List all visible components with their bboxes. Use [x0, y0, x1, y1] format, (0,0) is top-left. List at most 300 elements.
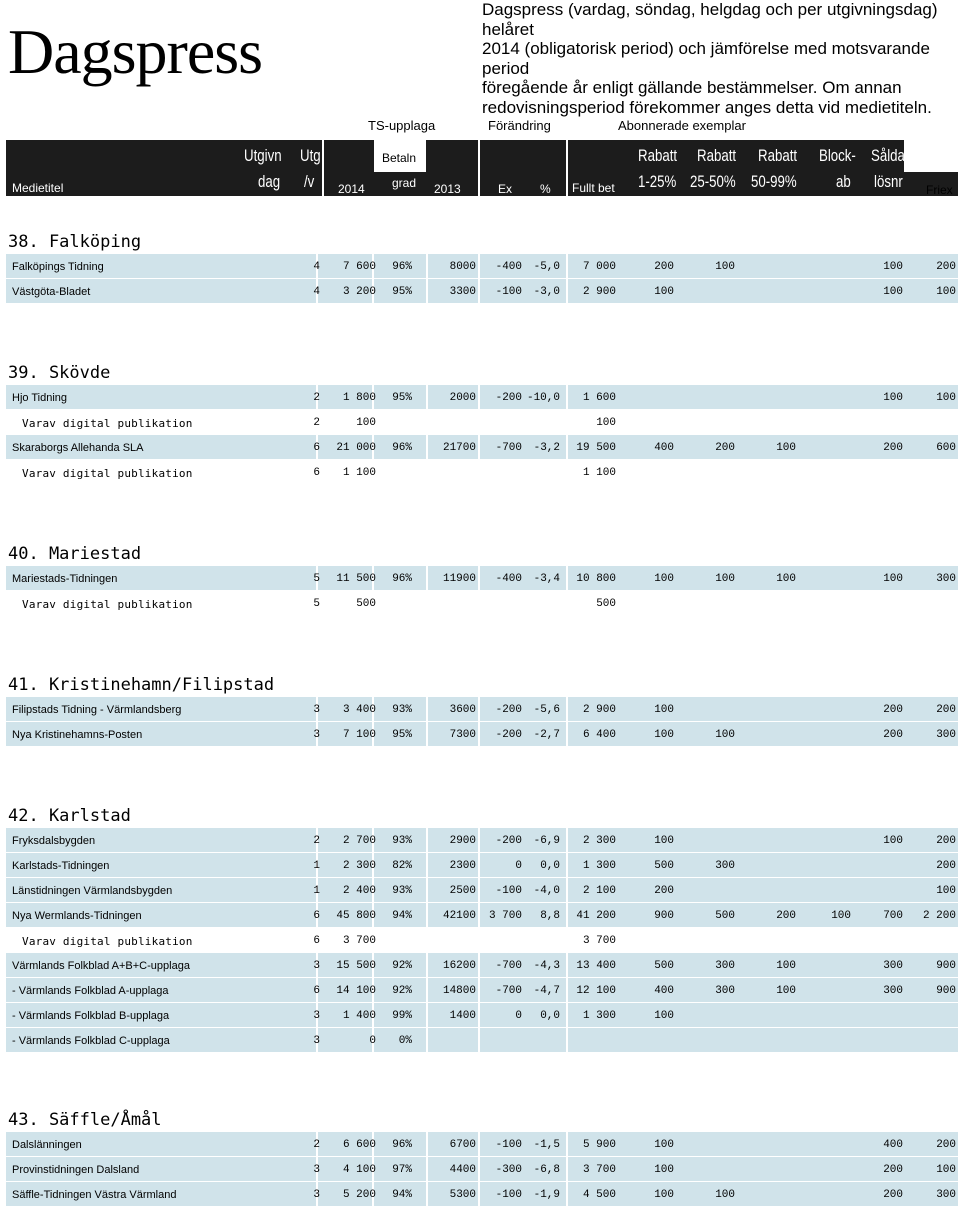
cell-r1: 900 — [654, 910, 674, 922]
column-separator — [426, 1003, 428, 1027]
group-header-subs: Abonnerade exemplar — [618, 118, 746, 133]
col-rabatt-1-range: 1-25% — [638, 172, 677, 191]
cell-y2013: 2000 — [449, 392, 476, 404]
cell-y2013: 5300 — [449, 1189, 476, 1201]
cell-friex: 100 — [936, 392, 956, 404]
column-separator — [566, 435, 568, 459]
column-separator — [478, 1028, 480, 1052]
cell-friex: 600 — [936, 442, 956, 454]
col-block-ab: ab — [836, 172, 851, 191]
column-separator — [566, 1028, 568, 1052]
cell-utg: 6 — [313, 467, 320, 479]
cell-fullt: 2 900 — [582, 286, 616, 298]
cell-salda: 400 — [883, 1139, 903, 1151]
cell-ex: 3 700 — [488, 910, 522, 922]
column-separator — [478, 254, 480, 278]
column-separator — [566, 853, 568, 877]
column-separator — [478, 1132, 480, 1156]
cell-r2: 100 — [715, 1189, 735, 1201]
cell-r1: 400 — [654, 985, 674, 997]
cell-pct: -1,5 — [533, 1139, 560, 1151]
cell-fullt: 19 500 — [576, 442, 616, 454]
cell-fullt: 100 — [596, 417, 616, 429]
col-rabatt-2: Rabatt — [697, 146, 737, 165]
cell-betaln: 97% — [392, 1164, 412, 1176]
col-rabatt-1: Rabatt — [638, 146, 678, 165]
column-separator — [478, 828, 480, 852]
cell-salda: 200 — [883, 1164, 903, 1176]
row-title: - Värmlands Folkblad B-upplaga — [12, 1010, 170, 1022]
cell-r1: 500 — [654, 860, 674, 872]
cell-utg: 5 — [313, 573, 320, 585]
cell-utg: 3 — [313, 1164, 320, 1176]
cell-pct: -1,9 — [533, 1189, 560, 1201]
row-title: Provinstidningen Dalsland — [12, 1164, 140, 1176]
cell-ex: -100 — [495, 286, 522, 298]
cell-utg: 2 — [313, 392, 320, 404]
column-separator — [426, 385, 428, 409]
column-separator — [426, 1182, 428, 1206]
cell-utg: 6 — [313, 985, 320, 997]
cell-salda: 100 — [883, 261, 903, 273]
cell-r3: 200 — [776, 910, 796, 922]
cell-friex: 900 — [936, 960, 956, 972]
cell-pct: -6,9 — [533, 835, 560, 847]
header-separator — [322, 140, 324, 196]
cell-fullt: 500 — [596, 598, 616, 610]
column-separator — [566, 697, 568, 721]
col-betaln-grad: grad — [392, 176, 417, 190]
cell-friex: 900 — [936, 985, 956, 997]
cell-fullt: 1 600 — [582, 392, 616, 404]
cell-y2013: 42100 — [442, 910, 476, 922]
cell-fullt: 1 300 — [582, 1010, 616, 1022]
column-separator — [426, 1132, 428, 1156]
cell-r2: 100 — [715, 729, 735, 741]
cell-ex: -200 — [495, 835, 522, 847]
table-row — [6, 828, 958, 852]
cell-y2013: 2500 — [449, 885, 476, 897]
cell-utg: 3 — [313, 1010, 320, 1022]
table-row — [6, 410, 958, 434]
cell-friex: 200 — [936, 261, 956, 273]
cell-pct: -4,7 — [533, 985, 560, 997]
cell-pct: -10,0 — [526, 392, 560, 404]
column-separator — [426, 1157, 428, 1181]
col-medietitel: Medietitel — [12, 181, 64, 195]
cell-y2013: 7300 — [449, 729, 476, 741]
cell-fullt: 13 400 — [576, 960, 616, 972]
cell-r2: 300 — [715, 960, 735, 972]
column-separator — [426, 722, 428, 746]
cell-r1: 100 — [654, 286, 674, 298]
intro-line: Dagspress (vardag, söndag, helgdag och per utgivningsdag) helåret — [482, 0, 938, 39]
col-pct: % — [540, 182, 551, 196]
cell-salda: 100 — [883, 392, 903, 404]
cell-y2014: 6 600 — [342, 1139, 376, 1151]
cell-r3: 100 — [776, 442, 796, 454]
cell-salda: 100 — [883, 286, 903, 298]
row-title: Nya Wermlands-Tidningen — [12, 910, 142, 922]
cell-y2013: 3600 — [449, 704, 476, 716]
cell-betaln: 93% — [392, 835, 412, 847]
cell-friex: 200 — [936, 704, 956, 716]
cell-fullt: 2 100 — [582, 885, 616, 897]
row-title: Västgöta-Bladet — [12, 286, 91, 298]
cell-friex: 200 — [936, 835, 956, 847]
cell-salda: 200 — [883, 704, 903, 716]
cell-friex: 200 — [936, 1139, 956, 1151]
row-title: Säffle-Tidningen Västra Värmland — [12, 1189, 177, 1201]
cell-r1: 400 — [654, 442, 674, 454]
group-header-change: Förändring — [488, 118, 551, 133]
table-row — [6, 591, 958, 615]
column-separator — [478, 903, 480, 927]
cell-r3: 100 — [776, 573, 796, 585]
table-row — [6, 953, 958, 977]
column-separator — [566, 1003, 568, 1027]
cell-utg: 2 — [313, 1139, 320, 1151]
cell-ex: -700 — [495, 442, 522, 454]
cell-ex: -200 — [495, 704, 522, 716]
cell-fullt: 12 100 — [576, 985, 616, 997]
cell-utg: 6 — [313, 935, 320, 947]
cell-betaln: 94% — [392, 910, 412, 922]
cell-y2014: 3 200 — [342, 286, 376, 298]
cell-y2014: 1 800 — [342, 392, 376, 404]
cell-ex: -200 — [495, 729, 522, 741]
cell-y2014: 14 100 — [336, 985, 376, 997]
table-row — [6, 903, 958, 927]
cell-pct: -5,6 — [533, 704, 560, 716]
cell-pct: -3,0 — [533, 286, 560, 298]
cell-betaln: 82% — [392, 860, 412, 872]
col-2014: 2014 — [338, 182, 365, 196]
group-header-ts: TS-upplaga — [368, 118, 436, 133]
row-title: - Värmlands Folkblad A-upplaga — [12, 985, 169, 997]
section-title: 43. Säffle/Åmål — [8, 1110, 162, 1130]
cell-pct: -3,2 — [533, 442, 560, 454]
cell-betaln: 93% — [392, 885, 412, 897]
table-row — [6, 1132, 958, 1156]
column-separator — [426, 828, 428, 852]
row-title: Länstidningen Värmlandsbygden — [12, 885, 173, 897]
cell-fullt: 7 000 — [582, 261, 616, 273]
cell-utg: 4 — [313, 261, 320, 273]
row-title: Falköpings Tidning — [12, 261, 104, 273]
row-title: Varav digital publikation — [22, 935, 193, 948]
table-row — [6, 1182, 958, 1206]
col-salda: Sålda — [871, 146, 905, 165]
cell-r1: 500 — [654, 960, 674, 972]
column-separator — [426, 878, 428, 902]
cell-friex: 300 — [936, 1189, 956, 1201]
section-title: 41. Kristinehamn/Filipstad — [8, 675, 275, 695]
cell-pct: -5,0 — [533, 261, 560, 273]
column-separator — [566, 254, 568, 278]
col-rabatt-3-range: 50-99% — [751, 172, 797, 191]
cell-ex: 0 — [515, 860, 522, 872]
cell-block: 100 — [831, 910, 851, 922]
cell-betaln: 92% — [392, 960, 412, 972]
cell-r1: 100 — [654, 729, 674, 741]
cell-salda: 200 — [883, 729, 903, 741]
cell-betaln: 0% — [398, 1035, 412, 1047]
cell-ex: -400 — [495, 261, 522, 273]
col-utgivn: Utgivn — [244, 146, 282, 165]
col-2013: 2013 — [434, 182, 461, 196]
row-title: Varav digital publikation — [22, 467, 193, 480]
col-friex: Friex — [926, 183, 953, 197]
column-separator — [478, 410, 480, 434]
cell-friex: 100 — [936, 1164, 956, 1176]
cell-friex: 200 — [936, 860, 956, 872]
column-separator — [566, 460, 568, 484]
cell-utg: 4 — [313, 286, 320, 298]
column-separator — [426, 928, 428, 952]
table-row — [6, 1028, 958, 1052]
header-friex-box — [904, 140, 958, 172]
column-separator — [478, 1182, 480, 1206]
col-ex: Ex — [498, 182, 513, 196]
table-row — [6, 254, 958, 278]
col-fullt-bet: Fullt bet — [572, 181, 615, 195]
cell-y2014: 2 700 — [342, 835, 376, 847]
cell-utg: 5 — [313, 598, 320, 610]
cell-y2014: 2 300 — [342, 860, 376, 872]
column-separator — [478, 385, 480, 409]
cell-betaln: 95% — [392, 729, 412, 741]
cell-fullt: 1 100 — [582, 467, 616, 479]
column-separator — [426, 410, 428, 434]
cell-fullt: 2 300 — [582, 835, 616, 847]
cell-y2013: 3300 — [449, 286, 476, 298]
column-separator — [426, 697, 428, 721]
cell-r2: 300 — [715, 985, 735, 997]
cell-utg: 1 — [313, 860, 320, 872]
table-row — [6, 566, 958, 590]
row-title: Hjo Tidning — [12, 392, 68, 404]
cell-y2013: 2300 — [449, 860, 476, 872]
cell-friex: 2 200 — [922, 910, 956, 922]
column-separator — [478, 566, 480, 590]
cell-fullt: 5 900 — [582, 1139, 616, 1151]
cell-y2013: 6700 — [449, 1139, 476, 1151]
cell-pct: -3,4 — [533, 573, 560, 585]
cell-salda: 100 — [883, 573, 903, 585]
section-title: 39. Skövde — [8, 363, 111, 383]
header-separator — [566, 140, 568, 196]
row-title: Filipstads Tidning - Värmlandsberg — [12, 704, 182, 716]
column-separator — [566, 591, 568, 615]
column-separator — [426, 279, 428, 303]
cell-r1: 100 — [654, 1189, 674, 1201]
cell-y2014: 11 500 — [336, 573, 376, 585]
cell-ex: -100 — [495, 1139, 522, 1151]
cell-salda: 200 — [883, 1189, 903, 1201]
column-separator — [426, 903, 428, 927]
cell-betaln: 95% — [392, 392, 412, 404]
cell-y2013: 14800 — [442, 985, 476, 997]
cell-salda: 300 — [883, 960, 903, 972]
column-separator — [478, 978, 480, 1002]
cell-r1: 100 — [654, 1010, 674, 1022]
column-separator — [426, 435, 428, 459]
cell-betaln: 92% — [392, 985, 412, 997]
col-block: Block- — [819, 146, 856, 165]
cell-betaln: 96% — [392, 261, 412, 273]
column-separator — [478, 460, 480, 484]
column-separator — [426, 978, 428, 1002]
column-separator — [566, 279, 568, 303]
cell-fullt: 1 300 — [582, 860, 616, 872]
cell-salda: 100 — [883, 835, 903, 847]
table-row — [6, 279, 958, 303]
cell-r1: 100 — [654, 1164, 674, 1176]
cell-salda: 700 — [883, 910, 903, 922]
cell-utg: 3 — [313, 1035, 320, 1047]
column-separator — [426, 953, 428, 977]
cell-y2014: 45 800 — [336, 910, 376, 922]
row-title: Karlstads-Tidningen — [12, 860, 110, 872]
cell-y2013: 16200 — [442, 960, 476, 972]
cell-utg: 2 — [313, 417, 320, 429]
cell-r2: 300 — [715, 860, 735, 872]
cell-y2013: 11900 — [442, 573, 476, 585]
cell-r2: 200 — [715, 442, 735, 454]
column-separator — [426, 591, 428, 615]
intro-line: redovisningsperiod förekommer anges detta vid medietiteln. — [482, 97, 932, 117]
cell-utg: 3 — [313, 704, 320, 716]
cell-betaln: 96% — [392, 1139, 412, 1151]
column-separator — [566, 978, 568, 1002]
cell-utg: 6 — [313, 910, 320, 922]
column-separator — [478, 953, 480, 977]
cell-r1: 200 — [654, 885, 674, 897]
cell-ex: -300 — [495, 1164, 522, 1176]
cell-y2014: 3 700 — [342, 935, 376, 947]
cell-r2: 100 — [715, 261, 735, 273]
cell-ex: 0 — [515, 1010, 522, 1022]
cell-friex: 300 — [936, 573, 956, 585]
cell-ex: -100 — [495, 885, 522, 897]
column-separator — [426, 1028, 428, 1052]
cell-y2013: 4400 — [449, 1164, 476, 1176]
cell-betaln: 93% — [392, 704, 412, 716]
column-separator — [566, 878, 568, 902]
cell-y2014: 500 — [356, 598, 376, 610]
column-separator — [566, 566, 568, 590]
row-title: Mariestads-Tidningen — [12, 573, 118, 585]
cell-y2014: 1 400 — [342, 1010, 376, 1022]
intro-line: föregående år enligt gällande bestämmelser. Om annan — [482, 78, 902, 98]
cell-y2014: 21 000 — [336, 442, 376, 454]
row-title: Dalslänningen — [12, 1139, 82, 1151]
cell-betaln: 94% — [392, 1189, 412, 1201]
table-row — [6, 978, 958, 1002]
cell-y2013: 8000 — [449, 261, 476, 273]
cell-y2014: 7 100 — [342, 729, 376, 741]
table-row — [6, 697, 958, 721]
table-row — [6, 460, 958, 484]
column-separator — [566, 410, 568, 434]
section-title: 42. Karlstad — [8, 806, 131, 826]
cell-pct: 0,0 — [540, 860, 560, 872]
table-row — [6, 1157, 958, 1181]
column-separator — [478, 435, 480, 459]
column-separator — [566, 1157, 568, 1181]
table-row — [6, 1003, 958, 1027]
column-separator — [426, 460, 428, 484]
cell-y2013: 2900 — [449, 835, 476, 847]
cell-y2014: 3 400 — [342, 704, 376, 716]
column-separator — [566, 828, 568, 852]
cell-y2014: 7 600 — [342, 261, 376, 273]
column-separator — [426, 853, 428, 877]
col-utg-v: /v — [304, 172, 315, 191]
cell-utg: 6 — [313, 442, 320, 454]
column-separator — [566, 385, 568, 409]
cell-friex: 100 — [936, 885, 956, 897]
cell-fullt: 3 700 — [582, 1164, 616, 1176]
cell-y2014: 1 100 — [342, 467, 376, 479]
row-title: - Värmlands Folkblad C-upplaga — [12, 1035, 170, 1047]
table-row — [6, 853, 958, 877]
cell-betaln: 99% — [392, 1010, 412, 1022]
column-separator — [478, 697, 480, 721]
column-separator — [426, 254, 428, 278]
cell-y2014: 100 — [356, 417, 376, 429]
column-separator — [478, 878, 480, 902]
cell-y2014: 2 400 — [342, 885, 376, 897]
col-salda-losnr: lösnr — [874, 172, 903, 191]
col-rabatt-3: Rabatt — [758, 146, 798, 165]
cell-pct: 0,0 — [540, 1010, 560, 1022]
column-separator — [566, 1132, 568, 1156]
row-title: Varav digital publikation — [22, 598, 193, 611]
column-separator — [478, 722, 480, 746]
cell-pct: -4,0 — [533, 885, 560, 897]
table-row — [6, 722, 958, 746]
cell-pct: -4,3 — [533, 960, 560, 972]
row-title: Varav digital publikation — [22, 417, 193, 430]
cell-r1: 100 — [654, 573, 674, 585]
cell-fullt: 6 400 — [582, 729, 616, 741]
cell-ex: -700 — [495, 985, 522, 997]
cell-y2014: 5 200 — [342, 1189, 376, 1201]
cell-fullt: 41 200 — [576, 910, 616, 922]
cell-fullt: 2 900 — [582, 704, 616, 716]
cell-r1: 100 — [654, 835, 674, 847]
cell-y2014: 0 — [369, 1035, 376, 1047]
column-separator — [478, 928, 480, 952]
cell-pct: 8,8 — [540, 910, 560, 922]
col-utgivn-dag: dag — [258, 172, 281, 191]
table-row — [6, 878, 958, 902]
cell-ex: -700 — [495, 960, 522, 972]
section-title: 40. Mariestad — [8, 544, 142, 564]
cell-fullt: 10 800 — [576, 573, 616, 585]
cell-salda: 200 — [883, 442, 903, 454]
column-separator — [566, 1182, 568, 1206]
cell-utg: 1 — [313, 885, 320, 897]
cell-y2013: 1400 — [449, 1010, 476, 1022]
column-separator — [426, 566, 428, 590]
cell-utg: 2 — [313, 835, 320, 847]
column-separator — [478, 853, 480, 877]
masthead-title: Dagspress — [8, 16, 263, 87]
cell-utg: 3 — [313, 729, 320, 741]
